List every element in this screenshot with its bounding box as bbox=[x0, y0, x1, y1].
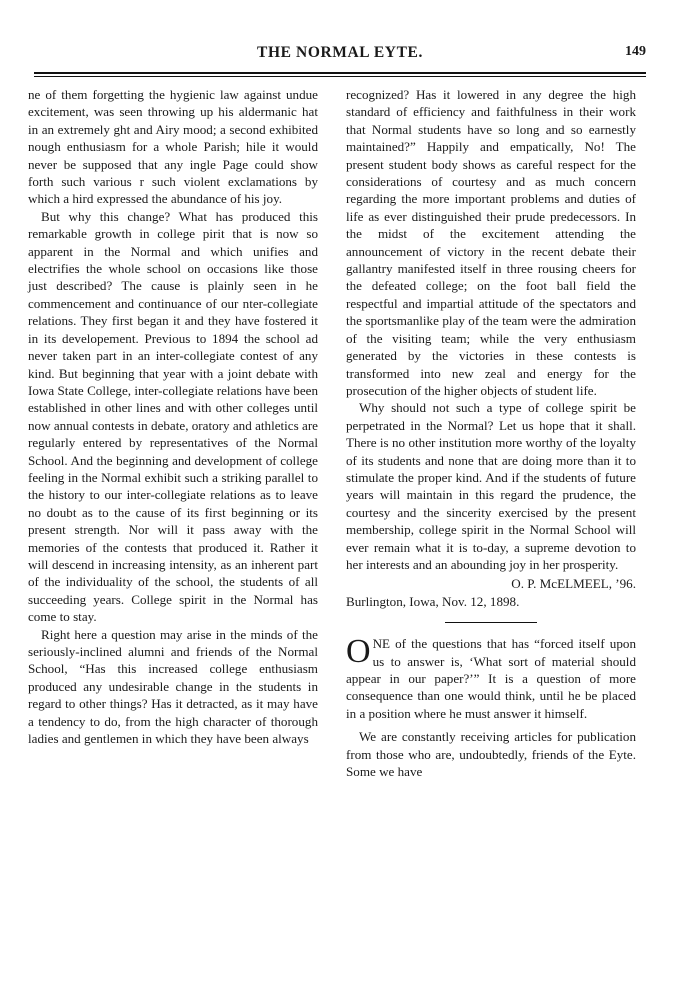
article-dateline: Burlington, Iowa, Nov. 12, 1898. bbox=[346, 593, 520, 609]
paragraph: We are constantly receiving articles for publication from those who are, undoubtedly, friends of the Eyte. Some we have bbox=[346, 729, 636, 780]
paragraph-with-dropcap bbox=[346, 635, 636, 722]
page-number: 149 bbox=[625, 44, 646, 59]
paragraph: recognized? Has it lowered in any degree the high standard of efficiency and faithfulness in their work that Normal students have so long and so earnestly maintained?” Happily and empatically, No! The present student body shows as careful respect for the considerations of courtesy and as much concern regarding the more important problems and duties of life as ever distinguished their prude predecessors. In the midst of the excitement attending the announcement of victory in the recent debate their gallantry manifested itself in three rousing cheers for the defeated college; on the foot ball field the respectful and impartial attitude of the spectators and the sportsmanlike play of the team were the admiration of the visiting team; while the very enthusiasm generated by the victories in these contests is transformed into new zeal and energy for the prosecution of the higher objects of student life. bbox=[346, 87, 636, 398]
article-signature: O. P. McELMEEL, ’96. bbox=[511, 576, 636, 592]
body-columns bbox=[28, 86, 652, 956]
header-rule-thin bbox=[34, 76, 646, 77]
drop-cap-letter: O bbox=[346, 633, 371, 671]
section-divider bbox=[445, 622, 537, 623]
paragraph: Why should not such a type of college spirit be perpetrated in the Normal? Let us hope that it shall. There is no other institution more worthy of the loyalty of its students and none that are doing more than it to stimulate the proper kind. And if the students of future years will maintain in this regard the prudence, the courtesy and the sincerity exercised by the present membership, college spirit in the Normal School will ever remain what it is to-day, a supreme devotion to her interests and an abounding joy in her prosperity. bbox=[346, 400, 636, 572]
publication-title: THE NORMAL EYTE. bbox=[257, 44, 423, 61]
paragraph: ne of them forgetting the hygienic law against undue excitement, was seen throwing up his aldermanic hat in an extremely ght and Airy mood; a second exhibited nough enthusiasm for a whole Parish; hile it would never be supposed that any ingle Page could show forth such various r such violent exclamations by which a hird expressed the abundance of his joy. bbox=[28, 87, 318, 207]
paragraph: But why this change? What has produced this remarkable growth in college pirit that is now so apparent in the Normal and which unifies and electrifies the whole school on occasions like those just described? The cause is plainly seen in he commencement and continuance of our nter-collegiate relations. They first began it and they have fostered it in its developement. Previous to 1894 the school ad never taken part in an inter-collegiate contest of any kind. But beginning that year with a joint debate with Iowa State College, inter-collegiate relations have been established in other lines and with other colleges until now annual contests in debate, oratory and athletics are regularly entered by representatives of the Normal School. And the beginning and development of college feeling in the Normal exhibit such a striking parallel to the history to our inter-collegiate relations as to leave no doubt as to the cause of its first beginning or its present strength. Nor will it pass away with the memories of the contests that produced it. Rather it will descend in increasing intensity, as an inherent part of the individuality of the school, the students of all succeeding years. College spirit in the Normal has come to stay. bbox=[28, 208, 318, 625]
page-header bbox=[34, 44, 646, 70]
column-left bbox=[28, 86, 318, 747]
column-right bbox=[346, 86, 636, 780]
paragraph-text: NE of the questions that has “forced itself upon us to answer is, ‘What sort of material should appear in our paper?’” It is a question of more consequence than one would think, until he be placed in a position where he must answer it himself. bbox=[346, 636, 636, 721]
paragraph: Right here a question may arise in the minds of the seriously-inclined alumni and friends of the Normal School, “Has this increased college enthusiasm produced any undesirable change in the students in regard to other things? Has it detracted, as it may have a tendency to do, from the high character of thorough ladies and gentlemen in which they have been always bbox=[28, 626, 318, 747]
header-rule-thick bbox=[34, 72, 646, 74]
